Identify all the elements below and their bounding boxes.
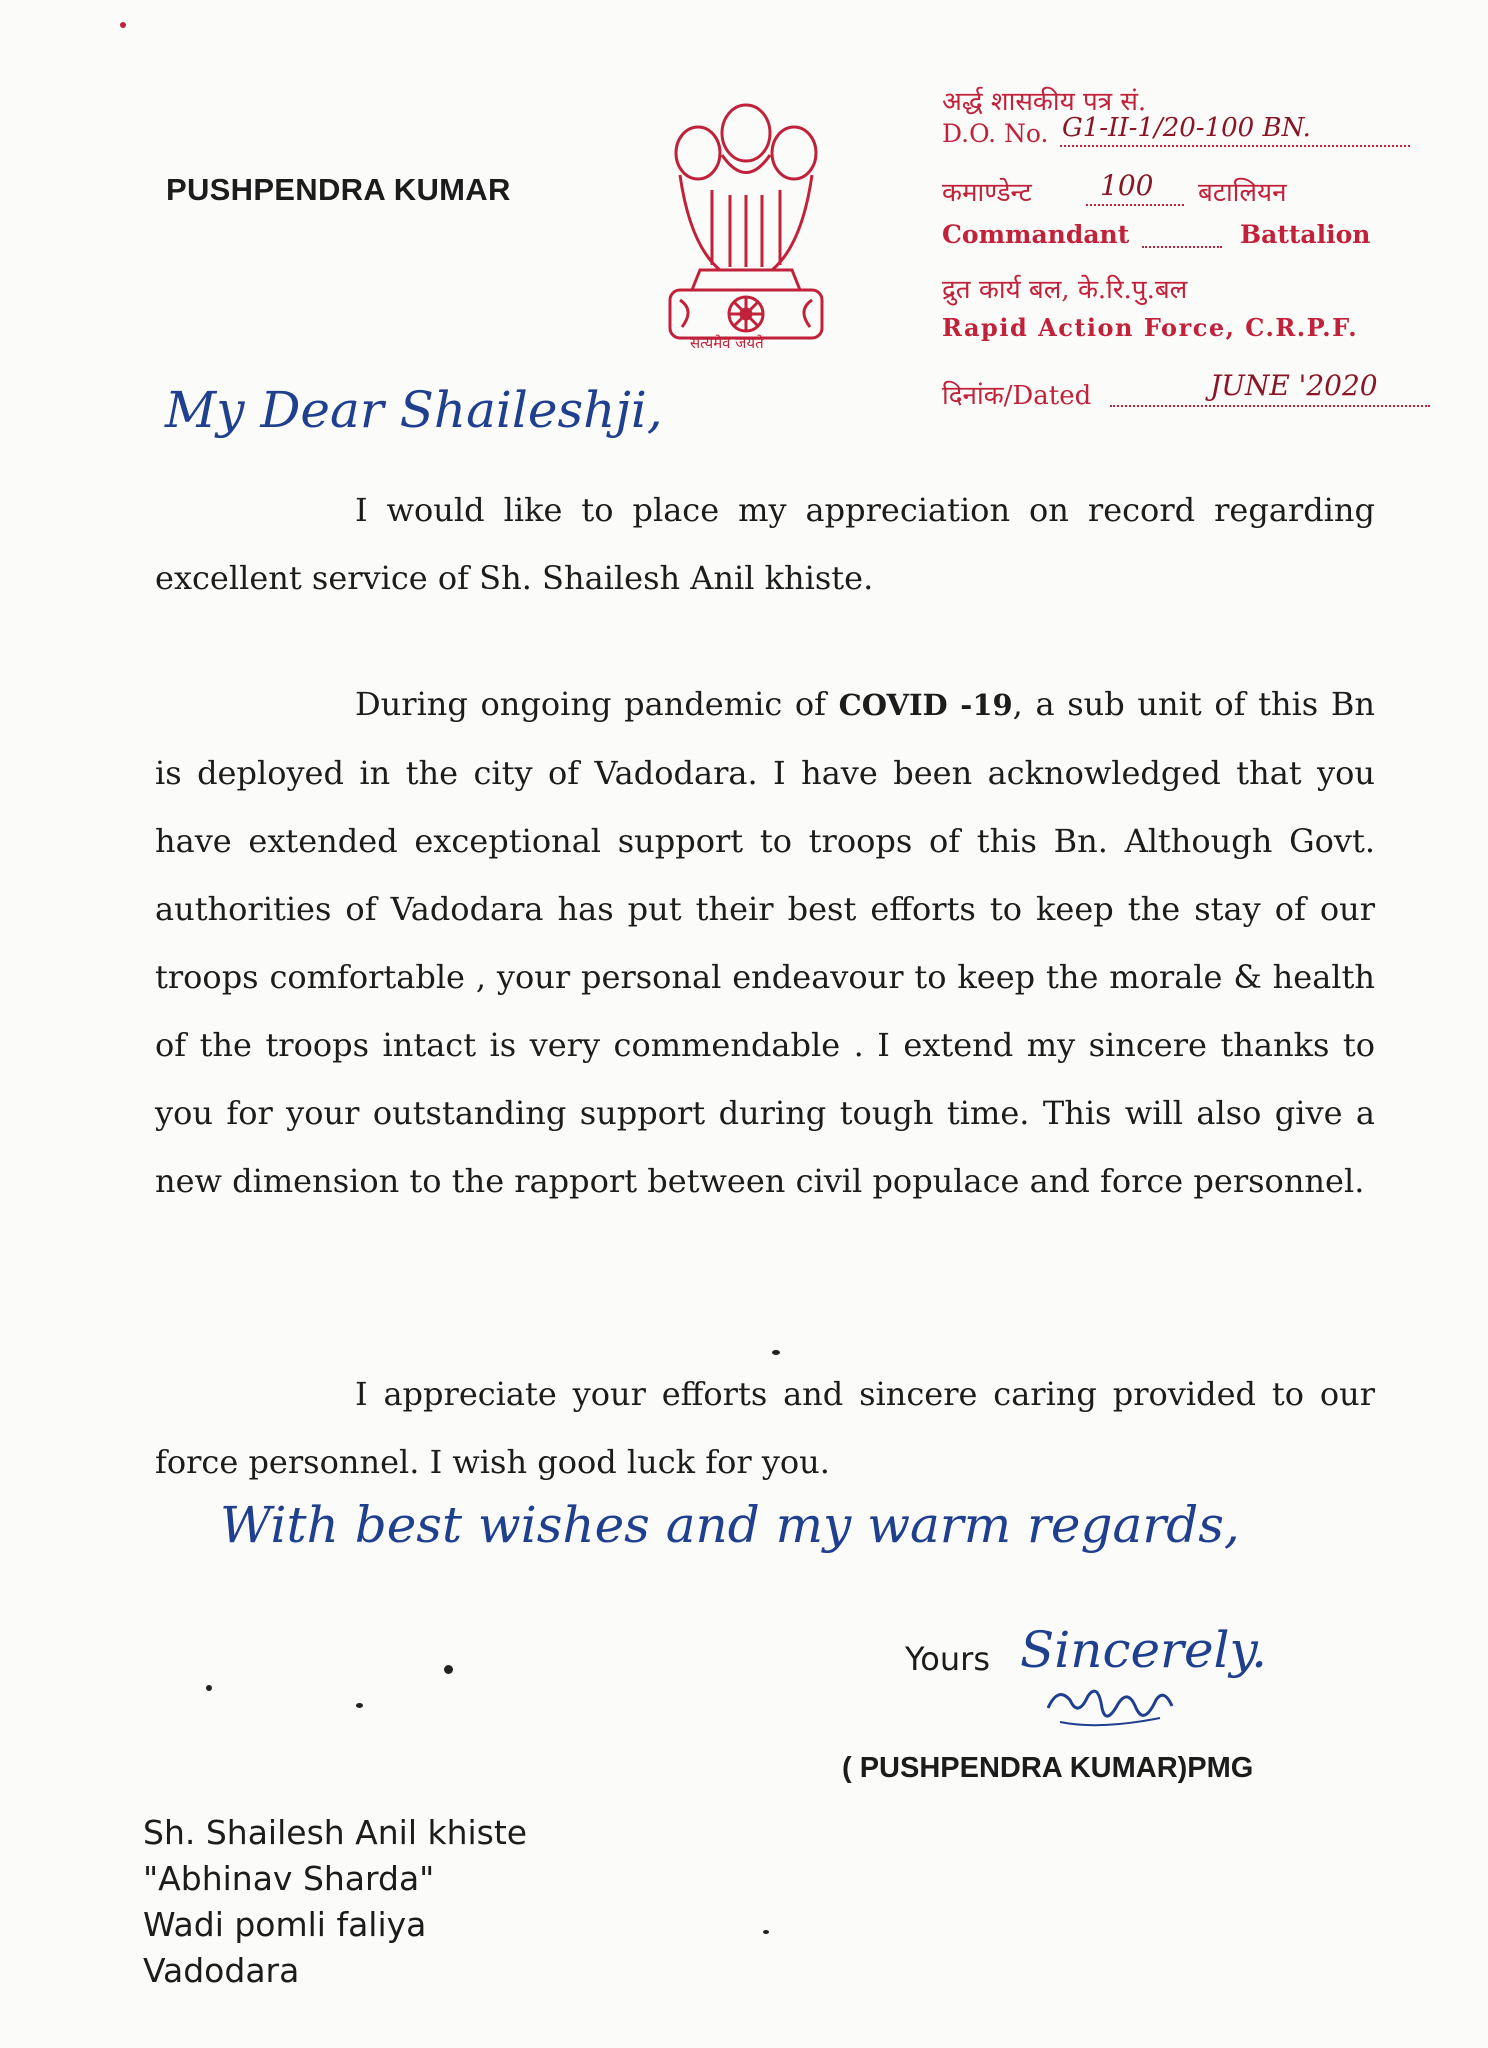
scan-speck xyxy=(356,1703,363,1708)
do-number-dotted-line xyxy=(1060,145,1410,147)
covid-label: COVID -19 xyxy=(838,688,1013,722)
do-number-label: D.O. No. xyxy=(942,119,1049,148)
body-paragraph-2-before: During ongoing pandemic of xyxy=(355,685,826,723)
national-emblem xyxy=(660,95,832,355)
commandant-hindi-prefix: कमाण्डेन्ट xyxy=(942,178,1032,208)
closing-handwritten: With best wishes and my warm regards, xyxy=(220,1496,1240,1554)
closing-sincerely: Sincerely. xyxy=(1020,1621,1268,1679)
do-number-value: G1-II-1/20-100 BN. xyxy=(1062,113,1311,143)
scan-speck xyxy=(763,1930,769,1934)
dated-dotted-line xyxy=(1110,405,1430,407)
scan-speck xyxy=(772,1350,780,1355)
sender-name: PUSHPENDRA KUMAR xyxy=(166,172,511,207)
salutation-handwritten: My Dear Shaileshji, xyxy=(165,381,663,439)
scan-speck xyxy=(444,1665,453,1674)
signature-name: ( PUSHPENDRA KUMAR)PMG xyxy=(842,1752,1254,1784)
force-english: Rapid Action Force, C.R.P.F. xyxy=(942,313,1359,342)
force-hindi: द्रुत कार्य बल, के.रि.पु.बल xyxy=(942,275,1188,305)
commandant-suffix: Battalion xyxy=(1240,220,1371,249)
recipient-address xyxy=(143,1810,527,1994)
do-label-hindi: अर्द्ध शासकीय पत्र सं. xyxy=(942,87,1147,117)
signature xyxy=(1040,1678,1180,1742)
body-paragraph-3 xyxy=(155,1360,1375,1496)
body-paragraph-3-text: I appreciate your efforts and sincere caring provided to our force personnel. I wish good luck for you. xyxy=(155,1375,1375,1481)
body-paragraph-1-text: I would like to place my appreciation on record regarding excellent service of Sh. Shailesh Anil khiste. xyxy=(155,491,1375,597)
body-paragraph-2-after: , a sub unit of this Bn is deployed in the city of Vadodara. I have been acknowledged that you have extended exceptional support to troops of this Bn. Although Govt. authorities of Vadodara has put their best efforts to keep the stay of our troops comfortable , your personal endeavour to keep the morale & health of the troops intact is very commendable . I extend my sincere thanks to you for your outstanding support during tough time. This will also give a new dimension to the rapport between civil populace and force personnel. xyxy=(155,685,1376,1200)
date-value: JUNE '2020 xyxy=(1210,369,1378,402)
commandant-hindi-suffix: बटालियन xyxy=(1198,178,1287,208)
recipient-name: Sh. Shailesh Anil khiste xyxy=(143,1813,528,1852)
recipient-city: Vadodara xyxy=(143,1951,300,1990)
closing-yours: Yours xyxy=(905,1640,990,1678)
lion-capital-icon xyxy=(660,95,832,355)
scan-speck xyxy=(206,1685,212,1691)
scan-speck xyxy=(120,22,126,28)
battalion-dotted-line xyxy=(1086,204,1184,206)
body-paragraph-1 xyxy=(155,476,1375,612)
commandant-dotted-line xyxy=(1142,246,1222,248)
commandant-prefix: Commandant xyxy=(942,220,1130,249)
recipient-house: "Abhinav Sharda" xyxy=(143,1859,435,1898)
recipient-locality: Wadi pomli faliya xyxy=(143,1905,427,1944)
battalion-number: 100 xyxy=(1100,169,1154,202)
dated-label: दिनांक/Dated xyxy=(942,381,1092,411)
emblem-motto: सत्यमेव जयते xyxy=(690,334,764,352)
body-paragraph-2 xyxy=(155,670,1375,1215)
signature-scribble-icon xyxy=(1040,1678,1180,1738)
